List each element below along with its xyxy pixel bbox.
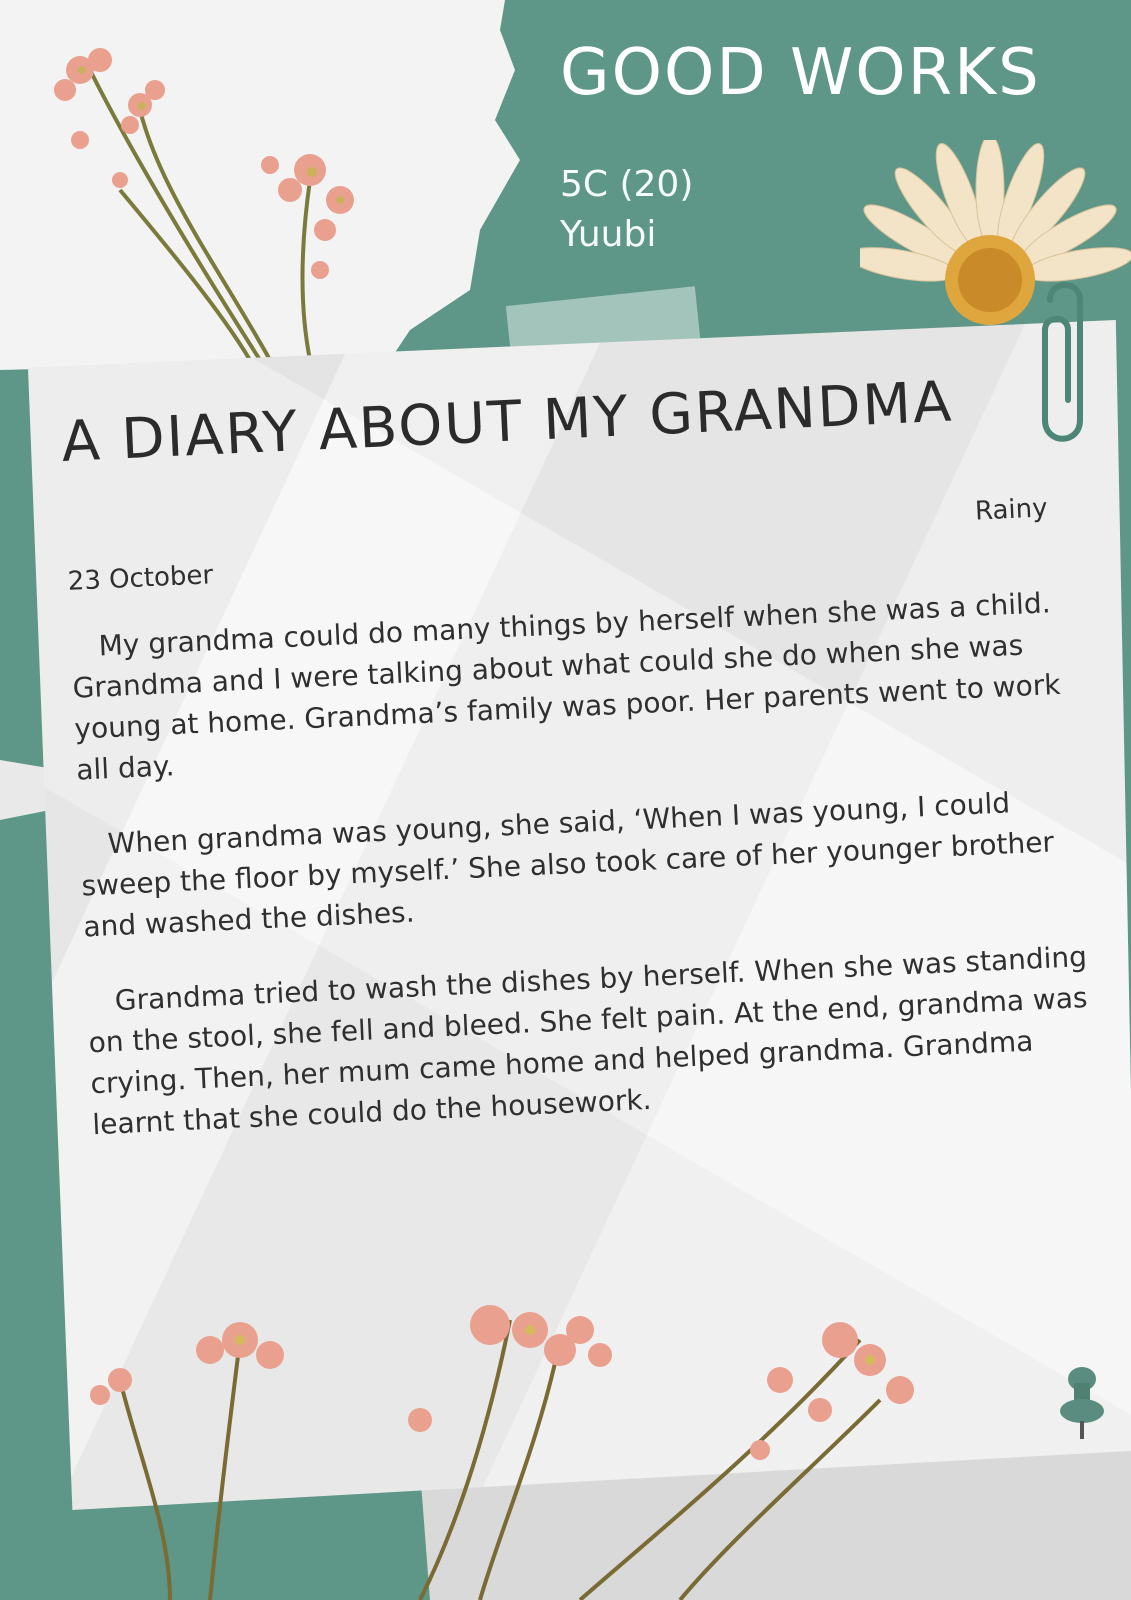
pushpin-icon: [1057, 1365, 1107, 1445]
paragraph: My grandma could do many things by herself when she was a child. Grandma and I were talking about what could she do when she was young at home. Grandma’s family was poor. Her parents went to work all day.: [71, 586, 1062, 787]
page-title: GOOD WORKS: [560, 36, 1041, 110]
diary-title: A DIARY ABOUT MY GRANDMA: [60, 369, 955, 475]
diary-date: 23 October: [67, 560, 214, 597]
pink-flowers-decoration: [20, 30, 390, 360]
weather-label: Rainy: [974, 493, 1049, 527]
paragraph: When grandma was young, she said, ‘When I was young, I could sweep the floor by myself.’ She also took care of her younger brother and washed the dishes.: [80, 786, 1055, 944]
student-name: Yuubi: [560, 214, 657, 255]
pink-flowers-decoration: [60, 1300, 960, 1600]
daisy-decoration: [860, 140, 1131, 340]
student-info: [560, 160, 693, 260]
paragraph: Grandma tried to wash the dishes by herself. When she was standing on the stool, she fell and bleed. She felt pain. At the end, grandma was crying. Then, her mum came home and helped grandma. Grandma learnt that she could do the housework.: [87, 940, 1089, 1142]
diary-content: [60, 364, 1104, 1173]
header: [560, 36, 1041, 110]
class-number: 5C (20): [560, 164, 694, 205]
